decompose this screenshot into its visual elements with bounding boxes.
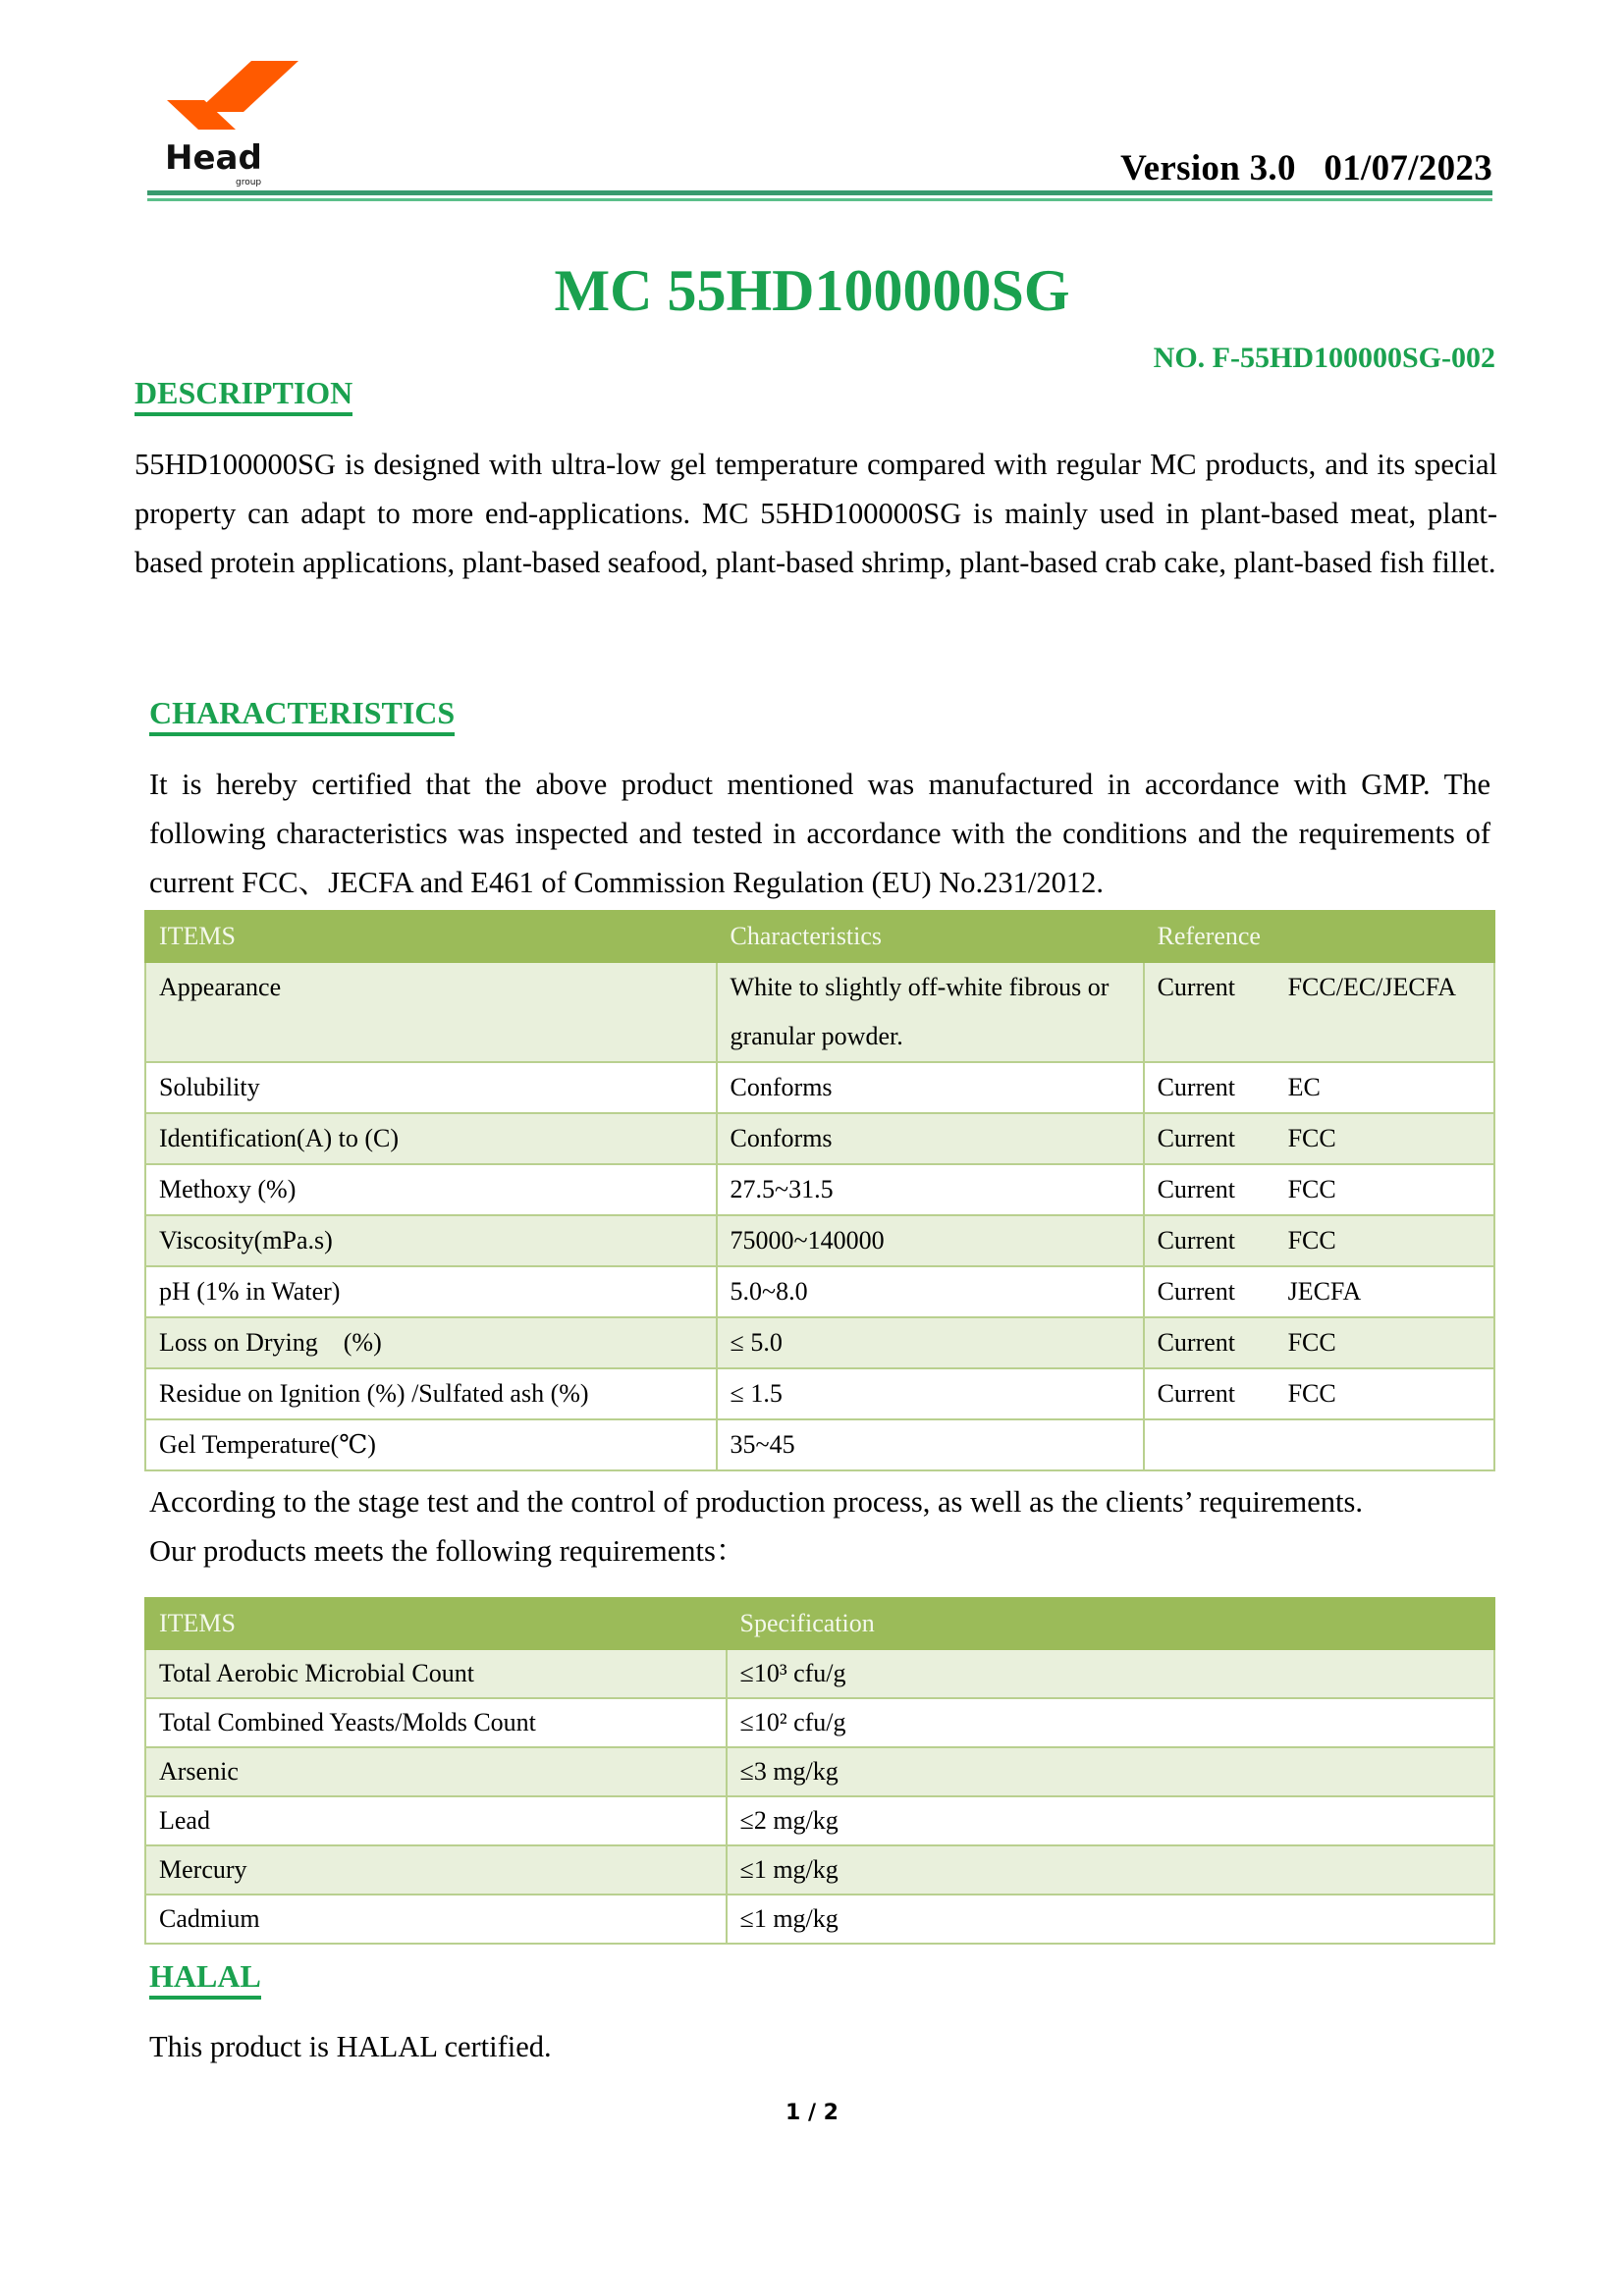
table-header-row <box>145 1598 1494 1649</box>
reference-standard: FCC <box>1287 1379 1336 1408</box>
table-row <box>145 1796 1494 1845</box>
version-date: Version 3.0 01/07/2023 <box>1120 148 1492 188</box>
reference-standard: JECFA <box>1287 1277 1362 1306</box>
characteristic-cell: ≤ 5.0 <box>717 1317 1144 1368</box>
item-cell: pH (1% in Water) <box>145 1266 717 1317</box>
reference-standard: FCC <box>1287 1328 1336 1357</box>
reference-status: Current <box>1157 1124 1235 1152</box>
document-number: NO. F-55HD100000SG-002 <box>1153 342 1495 374</box>
reference-cell <box>1144 962 1494 1062</box>
header-rule <box>147 190 1492 195</box>
reference-standard: EC <box>1287 1073 1321 1101</box>
characteristic-cell: 75000~140000 <box>717 1215 1144 1266</box>
characteristic-cell: 27.5~31.5 <box>717 1164 1144 1215</box>
characteristic-cell: White to slightly off-white fibrous or granular powder. <box>717 962 1144 1062</box>
table-row <box>145 1368 1494 1419</box>
requirements-text <box>149 1477 1504 1575</box>
reference-cell <box>1144 1419 1494 1470</box>
halal-text: This product is HALAL certified. <box>149 2030 552 2063</box>
item-cell: Appearance <box>145 962 717 1062</box>
table-row <box>145 962 1494 1062</box>
characteristic-cell: 35~45 <box>717 1419 1144 1470</box>
item-cell: Methoxy (%) <box>145 1164 717 1215</box>
table-row <box>145 1649 1494 1698</box>
table-row <box>145 1164 1494 1215</box>
characteristics-heading: CHARACTERISTICS <box>149 697 455 736</box>
reference-status: Current <box>1157 1226 1235 1255</box>
characteristics-table <box>144 910 1495 1471</box>
item-cell: Arsenic <box>145 1747 727 1796</box>
reference-cell <box>1144 1113 1494 1164</box>
halal-heading: HALAL <box>149 1960 261 2000</box>
item-cell: Solubility <box>145 1062 717 1113</box>
table-row <box>145 1266 1494 1317</box>
item-cell: Identification(A) to (C) <box>145 1113 717 1164</box>
item-cell: Residue on Ignition (%) /Sulfated ash (%) <box>145 1368 717 1419</box>
table-row <box>145 1062 1494 1113</box>
specification-cell: ≤2 mg/kg <box>727 1796 1494 1845</box>
item-cell: Cadmium <box>145 1895 727 1944</box>
characteristics-text: It is hereby certified that the above product mentioned was manufactured in accordance with GMP. The following characteristics was inspected and tested in accordance with the conditions and the requirements of current FCC、JECFA and E461 of Commission Regulation (EU) No.231/2012. <box>149 768 1490 899</box>
reference-cell <box>1144 1368 1494 1419</box>
specification-cell: ≤1 mg/kg <box>727 1845 1494 1895</box>
document-title: MC 55HD100000SG <box>554 258 1070 323</box>
reference-standard: FCC <box>1287 1226 1336 1255</box>
characteristic-cell: 5.0~8.0 <box>717 1266 1144 1317</box>
description-text: 55HD100000SG is designed with ultra-low gel temperature compared with regular MC products, and its special property can adapt to more end-applications. MC 55HD100000SG is mainly used in plant-based meat, plant-based protein applications, plant-based seafood, plant-based shrimp, plant-based crab cake, plant-based fish fillet. <box>135 448 1497 579</box>
characteristic-cell: Conforms <box>717 1113 1144 1164</box>
reference-standard: FCC <box>1287 1124 1336 1152</box>
table-row <box>145 1317 1494 1368</box>
specification-cell: ≤10³ cfu/g <box>727 1649 1494 1698</box>
table-row <box>145 1419 1494 1470</box>
reference-standard: FCC <box>1287 1175 1336 1203</box>
specification-cell: ≤10² cfu/g <box>727 1698 1494 1747</box>
specification-cell: ≤3 mg/kg <box>727 1747 1494 1796</box>
reference-status: Current <box>1157 1175 1235 1203</box>
item-cell: Loss on Drying (%) <box>145 1317 717 1368</box>
table-row <box>145 1113 1494 1164</box>
logo-wing-icon <box>165 59 302 191</box>
table-row <box>145 1845 1494 1895</box>
item-cell: Lead <box>145 1796 727 1845</box>
description-heading: DESCRIPTION <box>135 377 352 416</box>
requirements-text-line: Our products meets the following requirements： <box>149 1534 746 1568</box>
table-row <box>145 1215 1494 1266</box>
column-header: Reference <box>1144 911 1494 962</box>
table-header-row <box>145 911 1494 962</box>
table-row <box>145 1747 1494 1796</box>
reference-status: Current <box>1157 1379 1235 1408</box>
specification-cell: ≤1 mg/kg <box>727 1895 1494 1944</box>
reference-status: Current <box>1157 1277 1235 1306</box>
table-row <box>145 1698 1494 1747</box>
header-rule-thin <box>147 198 1492 201</box>
requirements-text-line: According to the stage test and the control of production process, as well as the clients’ requirements. <box>149 1485 1364 1519</box>
reference-cell <box>1144 1266 1494 1317</box>
column-header: ITEMS <box>145 911 717 962</box>
logo-text: Head <box>165 138 262 178</box>
column-header: Specification <box>727 1598 1494 1649</box>
reference-cell <box>1144 1062 1494 1113</box>
reference-cell <box>1144 1164 1494 1215</box>
reference-status: Current <box>1157 1328 1235 1357</box>
company-logo <box>165 59 302 191</box>
reference-standard: FCC/EC/JECFA <box>1287 973 1457 1001</box>
characteristic-cell: ≤ 1.5 <box>717 1368 1144 1419</box>
item-cell: Gel Temperature(℃) <box>145 1419 717 1470</box>
item-cell: Total Combined Yeasts/Molds Count <box>145 1698 727 1747</box>
item-cell: Total Aerobic Microbial Count <box>145 1649 727 1698</box>
reference-status: Current <box>1157 973 1235 1001</box>
logo-subtext: group <box>236 178 262 187</box>
reference-cell <box>1144 1215 1494 1266</box>
column-header: ITEMS <box>145 1598 727 1649</box>
item-cell: Mercury <box>145 1845 727 1895</box>
column-header: Characteristics <box>717 911 1144 962</box>
requirements-table <box>144 1597 1495 1945</box>
reference-cell <box>1144 1317 1494 1368</box>
characteristic-cell: Conforms <box>717 1062 1144 1113</box>
table-row <box>145 1895 1494 1944</box>
reference-status: Current <box>1157 1073 1235 1101</box>
item-cell: Viscosity(mPa.s) <box>145 1215 717 1266</box>
page-number: 1 / 2 <box>785 2101 839 2125</box>
